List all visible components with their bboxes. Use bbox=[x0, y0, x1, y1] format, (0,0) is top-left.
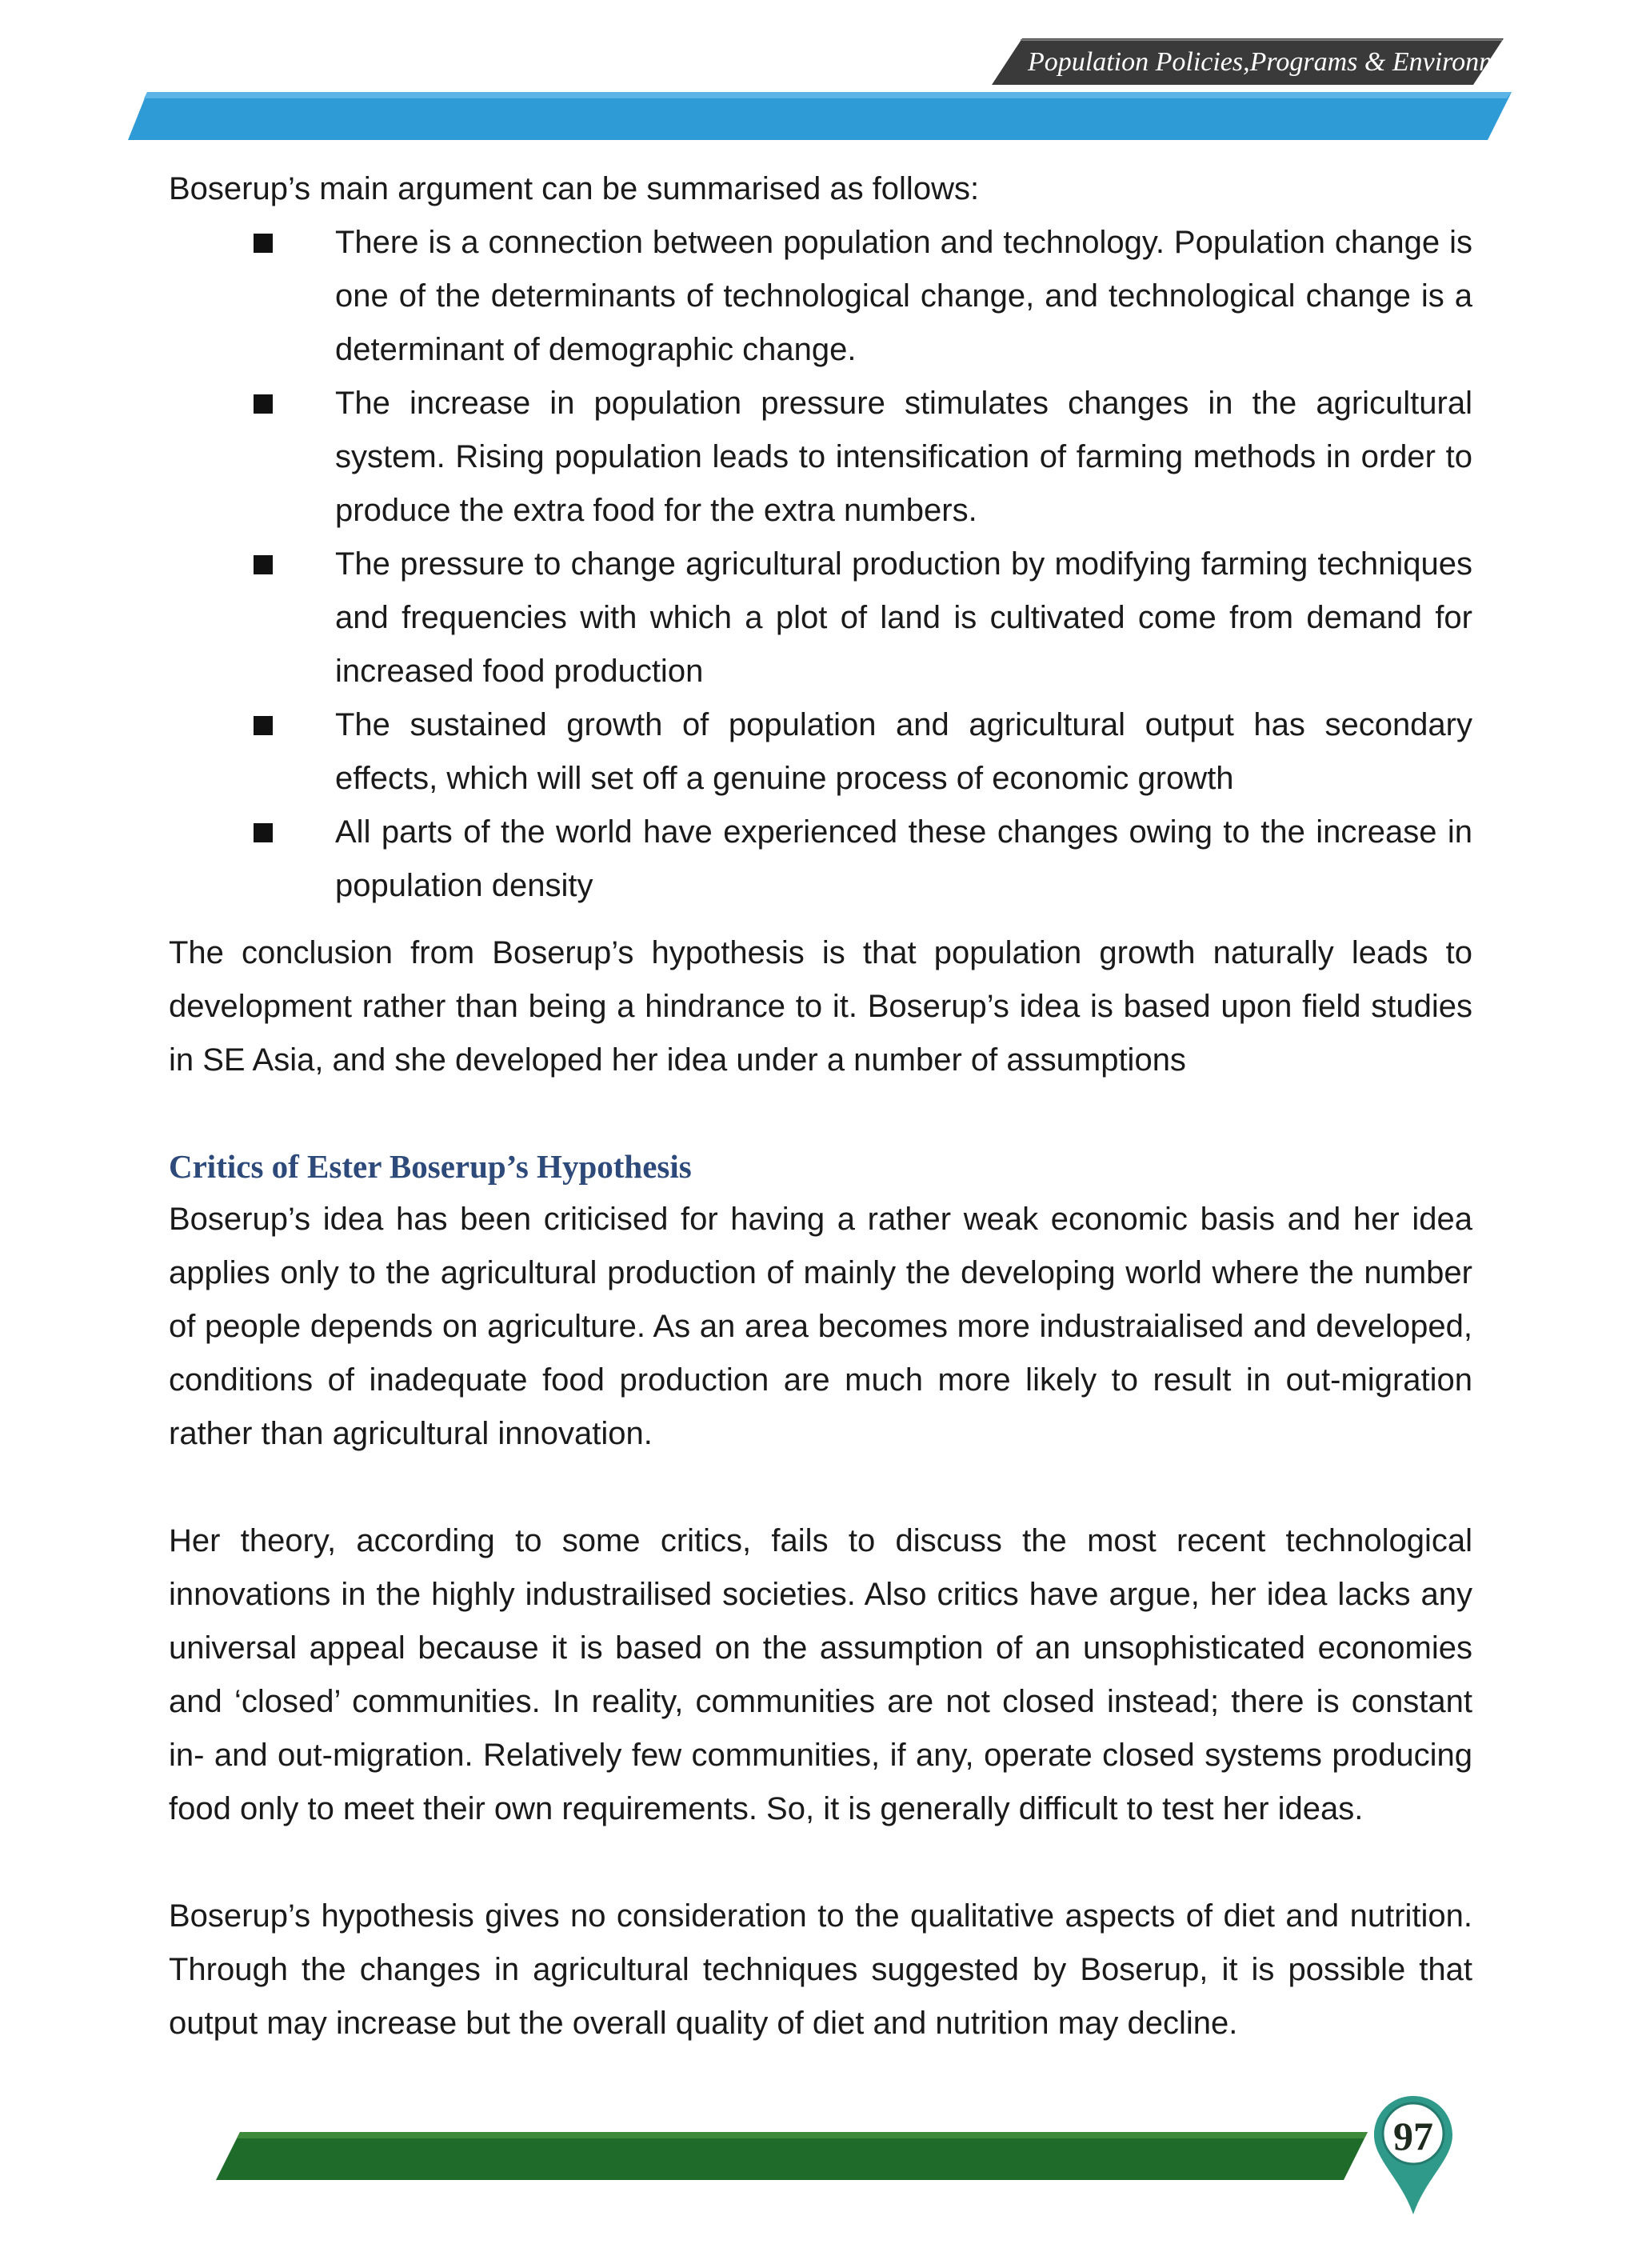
square-bullet-icon bbox=[254, 823, 273, 842]
list-item bbox=[335, 377, 1472, 538]
critics-paragraph: Her theory, according to some critics, fails to discuss the most recent technological innovations in the highly industrailised societies. Also critics have argue, her idea lacks any universal appeal because it is based on the assumption of an unsophisticated economies and ‘closed’ communities. In reality, communities are not closed instead; there is constant in- and out-migration. Relatively few communities, if any, operate closed systems producing food only to meet their own requirements. So, it is generally difficult to test her ideas. bbox=[169, 1523, 1472, 1826]
conclusion-paragraph: The conclusion from Boserup’s hypothesis is that population growth naturally leads to development rather than being a hindrance to it. Boserup’s idea is based upon field studies in SE Asia, and she developed her idea under a number of assumptions bbox=[169, 935, 1472, 1078]
list-item-text: The pressure to change agricultural production by modifying farming techniques and frequencies with which a plot of land is cultivated come from demand for increased food production bbox=[335, 546, 1472, 689]
square-bullet-icon bbox=[254, 394, 273, 414]
square-bullet-icon bbox=[254, 716, 273, 735]
list-item bbox=[335, 216, 1472, 377]
header-color-band bbox=[128, 92, 1512, 140]
footer-color-band bbox=[216, 2132, 1368, 2180]
critics-paragraph: Boserup’s idea has been criticised for having a rather weak economic basis and her idea applies only to the agricultural production of mainly the developing world where the number of people depends on agriculture. As an area becomes more industraialised and developed, conditions of inadequate food production are much more likely to result in out-migration rather than agricultural innovation. bbox=[169, 1202, 1472, 1451]
list-item-text: There is a connection between population and technology. Population change is one of the determinants of technological change, and technological change is a determinant of demographic change. bbox=[335, 225, 1472, 367]
list-item bbox=[335, 538, 1472, 698]
intro-line: Boserup’s main argument can be summarised as follows: bbox=[169, 171, 980, 206]
critics-paragraph: Boserup’s hypothesis gives no consideration to the qualitative aspects of diet and nutrition. Through the changes in agricultural techniques suggested by Boserup, it is possible that output may increase but the overall quality of diet and nutrition may decline. bbox=[169, 1898, 1472, 2041]
page-number: 97 bbox=[1393, 2114, 1433, 2158]
list-item-text: The increase in population pressure stimulates changes in the agricultural system. Rising population leads to intensification of farming methods in order to produce the extra food for the extra numbers. bbox=[335, 386, 1472, 528]
list-item bbox=[335, 806, 1472, 913]
list-item-text: All parts of the world have experienced these changes owing to the increase in population density bbox=[335, 814, 1472, 903]
section-heading: Critics of Ester Boserup’s Hypothesis bbox=[169, 1148, 692, 1185]
square-bullet-icon bbox=[254, 234, 273, 253]
square-bullet-icon bbox=[254, 555, 273, 574]
list-item-text: The sustained growth of population and agricultural output has secondary effects, which will set off a genuine process of economic growth bbox=[335, 707, 1472, 796]
page-content bbox=[169, 162, 1472, 2050]
running-header-title: Population Policies,Programs & Environment bbox=[1028, 47, 1532, 77]
argument-list bbox=[169, 216, 1472, 913]
list-item bbox=[335, 698, 1472, 806]
